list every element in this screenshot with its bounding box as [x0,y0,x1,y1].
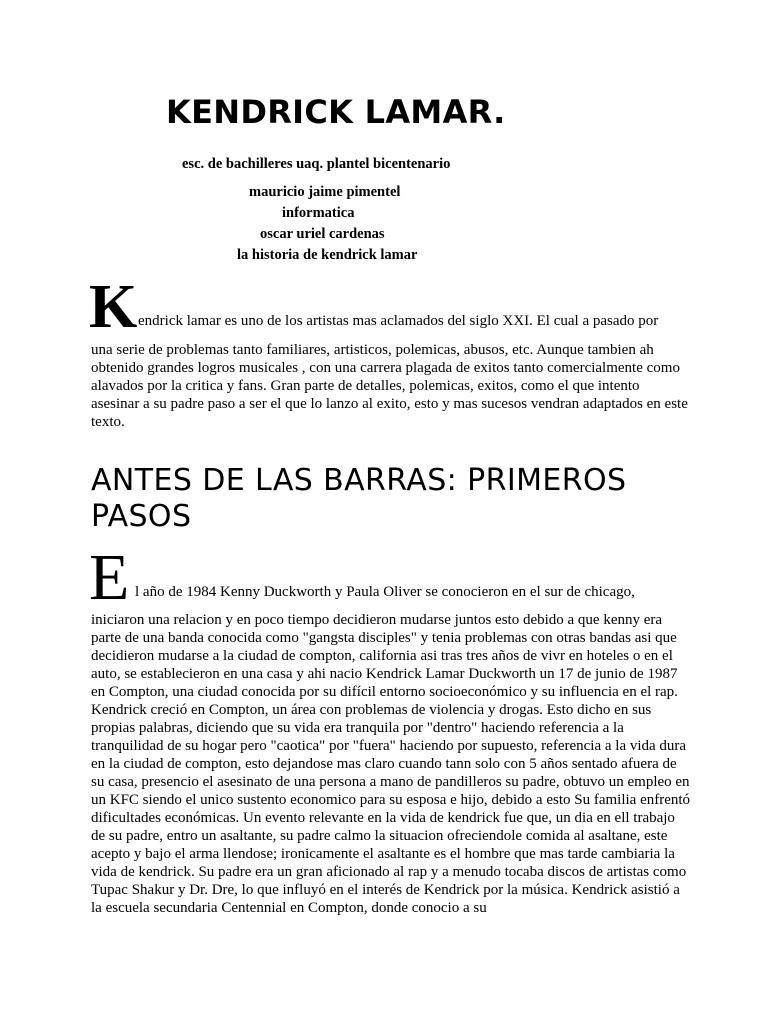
teacher-name: oscar uriel cardenas [260,226,385,242]
section-paragraph: iniciaron una relacion y en poco tiempo decidieron mudarse juntos esto debido a que kenny era parte de una banda conocida como "gangsta disciples" y tenia problemas con otras bandas asi que decidieron mudarse a la ciudad de compton, california asi tras tres años de vivr en hoteles o en el auto, se establecieron en una casa y ahi nacio Kendrick Lamar Duckworth un 17 de junio de 1987 en Compton, una ciudad conocida por su difícil entorno socioeconómico y su influencia en el rap. Kendrick creció en Compton, un área con problemas de violencia y drogas. Esto dicho en sus propias palabras, diciendo que su vida era tranquila por "dentro" haciendo referencia a la tranquilidad de su hogar pero "caotica" por "fuera" haciendo por supuesto, referencia a la vida dura en la ciudad de compton, esto dejandose mas claro cuando tann solo con 5 años sentado afuera de su casa, presencio el asesinato de una persona a mano de pandilleros su padre, obtuvo un empleo en un KFC siendo el unico sustento economico para su esposa e hijo, debido a esto Su familia enfrentó dificultades económicas. Un evento relevante en la vida de kendrick fue que, un dia en ell trabajo de su padre, entro un asaltante, su padre calmo la situacion ofreciendole comida al asaltane, este acepto y bajo el arma llendose; ironicamente el asaltante es el hombre que mas tarde cambiaria la vida de kendrick. Su padre era un gran aficionado al rap y a menudo tocaba discos de artistas como Tupac Shakur y Dr. Dre, lo que influyó en el interés de Kendrick por la música. Kendrick asistió a la escuela secundaria Centennial en Compton, donde conocio a su [91,612,691,916]
section-first-line: l año de 1984 Kenny Duckworth y Paula Oliver se conocieron en el sur de chicago, [135,584,635,600]
section-dropcap: E [89,541,130,614]
subject-name: informatica [282,205,355,221]
author-name: mauricio jaime pimentel [249,184,401,200]
intro-first-line: endrick lamar es uno de los artistas mas aclamados del siglo XXI. El cual a pasado por [138,313,659,329]
document-title: KENDRICK LAMAR. [166,93,506,131]
section-heading: ANTES DE LAS BARRAS: PRIMEROS PASOS [91,463,627,534]
intro-paragraph: una serie de problemas tanto familiares, artisticos, polemicas, abusos, etc. Aunque tambien ah obtenido grandes logros musicales , con una carrera plagada de exitos tanto comercialmente como alavados por la critica y fans. Gran parte de detalles, polemicas, exitos, como el que intento asesinar a su padre paso a ser el que lo lanzo al exito, esto y mas sucesos vendran adaptados en este texto. [91,342,688,430]
document-topic: la historia de kendrick lamar [237,247,418,263]
intro-dropcap: K [89,273,138,341]
school-name: esc. de bachilleres uaq. plantel bicentenario [182,156,451,172]
